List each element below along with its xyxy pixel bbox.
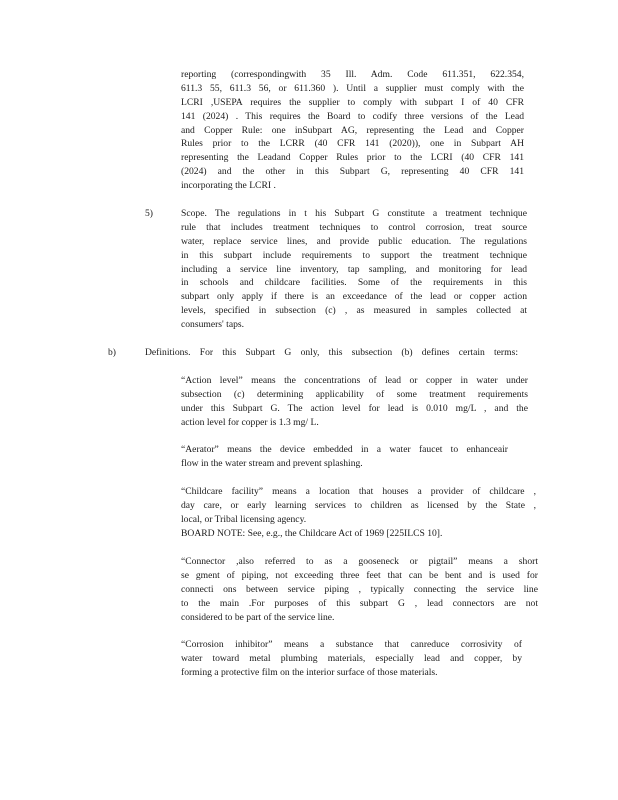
- paragraph-line: subpart only apply if there is an exceedance of the lead or copper action: [181, 291, 527, 303]
- paragraph-line: action level for copper is 1.3 mg/ L.: [181, 416, 319, 428]
- paragraph-line: Rules prior to the LCRR (40 CFR 141 (2020)), one in Subpart AH: [181, 138, 524, 150]
- paragraph-line: “Corrosion inhibitor” means a substance that canreduce corrosivity of: [181, 639, 522, 650]
- definition-corrosion-inhibitor: [181, 638, 522, 680]
- paragraph-line: in this subpart include requirements to support the treatment technique: [181, 249, 527, 261]
- paragraph-line: local, or Tribal licensing agency.: [181, 513, 307, 525]
- paragraph-line: flow in the water stream and prevent splashing.: [181, 457, 363, 469]
- definition-aerator: [181, 443, 508, 471]
- paragraph-line: in schools and childcare facilities. Some of the requirements in this: [181, 277, 527, 289]
- paragraph-line: levels, specified in subsection (c) , as measured in samples collected at: [181, 305, 527, 317]
- definition-childcare-facility: [181, 485, 536, 541]
- intro-paragraph: [181, 68, 524, 193]
- paragraph-line: se gment of piping, not exceeding three feet that can be bent and is used for: [181, 569, 538, 581]
- scope-paragraph: [181, 207, 527, 332]
- paragraph-line: water, replace service lines, and provide public education. The regulations: [181, 235, 527, 247]
- paragraph-line: to the main .For purposes of this subpart G , lead connectors are not: [181, 597, 538, 609]
- paragraph-line: “Aerator” means the device embedded in a water faucet to enhanceair: [181, 444, 508, 455]
- paragraph-line: (2024) and the other in this Subpart G, representing 40 CFR 141: [181, 166, 524, 178]
- scope-number: 5): [145, 208, 153, 219]
- paragraph-line: subsection (c) determining applicability of some treatment requirements: [181, 388, 528, 400]
- paragraph-line: representing the Leadand Copper Rules prior to the LCRI (40 CFR 141: [181, 152, 524, 164]
- paragraph-line: rule that includes treatment techniques to control corrosion, treat source: [181, 221, 527, 233]
- paragraph-line: Definitions. For this Subpart G only, this subsection (b) defines certain terms:: [145, 347, 518, 358]
- paragraph-line: forming a protective film on the interior surface of those materials.: [181, 666, 438, 678]
- paragraph-line: connecti ons between service piping , typically connecting the service line: [181, 583, 538, 595]
- paragraph-line: day care, or early learning services to children as licensed by the State ,: [181, 499, 536, 511]
- board-note: BOARD NOTE: See, e.g., the Childcare Act of 1969 [225ILCS 10].: [181, 527, 443, 539]
- paragraph-line: “Connector ,also referred to as a gooseneck or pigtail” means a short: [181, 556, 538, 567]
- paragraph-line: 141 (2024) . This requires the Board to codify three versions of the Lead: [181, 110, 524, 122]
- paragraph-line: consumers' taps.: [181, 319, 245, 331]
- paragraph-line: Scope. The regulations in t his Subpart G constitute a treatment technique: [181, 208, 527, 219]
- paragraph-line: incorporating the LCRI .: [181, 180, 276, 192]
- paragraph-line: 611.3 55, 611.3 56, or 611.360 ). Until a supplier must comply with the: [181, 82, 524, 94]
- definitions-intro: [145, 346, 518, 360]
- paragraph-line: reporting (correspondingwith 35 Ill. Adm. Code 611.351, 622.354,: [181, 69, 524, 80]
- paragraph-line: and Copper Rule: one inSubpart AG, representing the Lead and Copper: [181, 124, 524, 136]
- paragraph-line: water toward metal plumbing materials, especially lead and copper, by: [181, 652, 522, 664]
- paragraph-line: considered to be part of the service line.: [181, 611, 335, 623]
- paragraph-line: LCRI ,USEPA requires the supplier to comply with subpart I of 40 CFR: [181, 96, 524, 108]
- definition-connector: [181, 555, 538, 624]
- paragraph-line: including a service line inventory, tap sampling, and monitoring for lead: [181, 263, 527, 275]
- definitions-label: b): [108, 347, 116, 358]
- paragraph-line: “Childcare facility” means a location that houses a provider of childcare ,: [181, 486, 536, 497]
- definition-action-level: [181, 374, 528, 430]
- paragraph-line: under this Subpart G. The action level for lead is 0.010 mg/L , and the: [181, 402, 528, 414]
- paragraph-line: “Action level” means the concentrations of lead or copper in water under: [181, 375, 528, 386]
